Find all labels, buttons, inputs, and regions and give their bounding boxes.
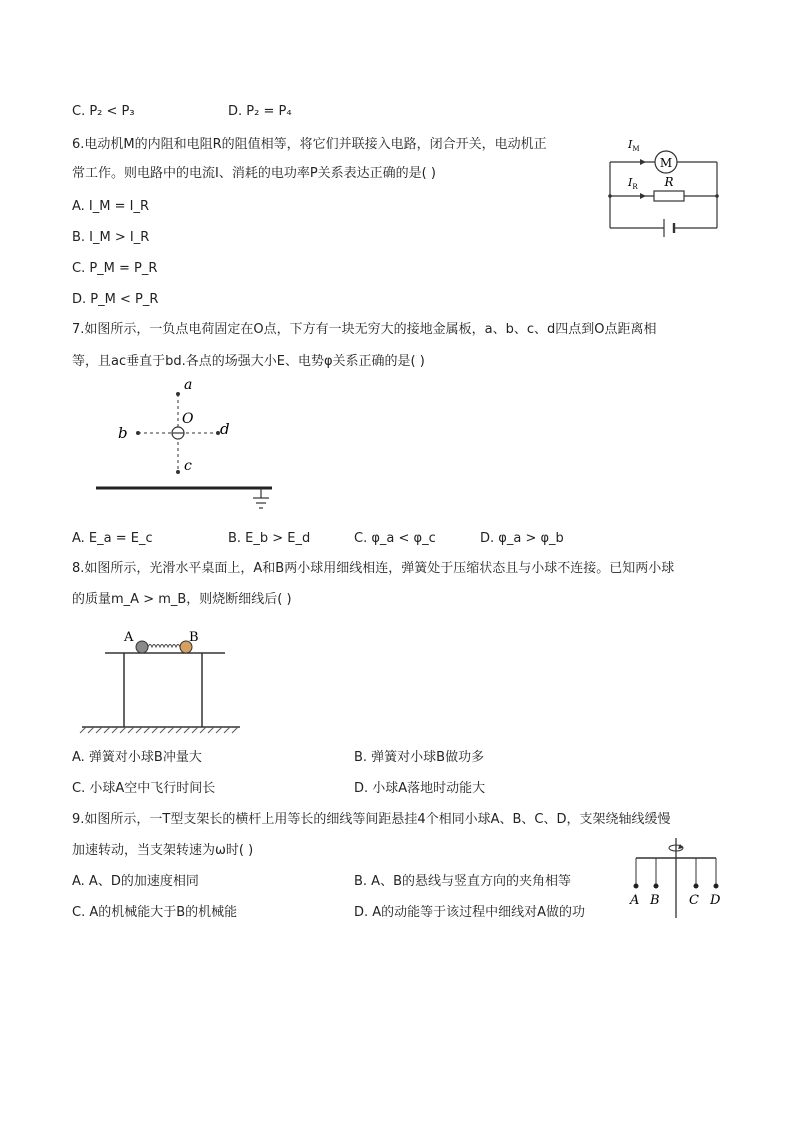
ball-b: [654, 884, 659, 889]
motor-label: M: [659, 156, 673, 170]
label-a: A: [630, 893, 640, 908]
q8-option-a: A. 弹簧对小球B冲量大: [72, 750, 202, 765]
q6-option-b: B. I_M > I_R: [72, 230, 150, 245]
q7-option-c: C. φ_a < φ_c: [354, 531, 436, 546]
current-ir-label: $I_R$: [628, 176, 638, 191]
point-b: [136, 431, 140, 435]
label-d: D: [710, 893, 721, 908]
q8-stem-line1: 8.如图所示，光滑水平桌面上，A和B两小球用细线相连，弹簧处于压缩状态且与小球不连接。已知两小球: [72, 561, 675, 576]
q8-stem-line2: 的质量m_A > m_B，则烧断细线后( ): [72, 592, 292, 607]
label-d: d: [220, 420, 230, 438]
current-im-label: $I_M$: [628, 138, 640, 153]
label-ball-a: A: [124, 630, 134, 645]
q7-stem-line2: 等，且ac垂直于bd.各点的场强大小E、电势φ关系正确的是( ): [72, 354, 425, 369]
q6-option-a: A. I_M = I_R: [72, 199, 150, 214]
point-a: [176, 392, 180, 396]
q6-circuit-diagram: [600, 134, 730, 234]
resistor-symbol: [654, 191, 684, 201]
q8-option-b: B. 弹簧对小球B做功多: [354, 750, 485, 765]
q8-table-diagram: [80, 627, 250, 737]
q9-stem-line1: 9.如图所示，一T型支架长的横杆上用等长的细线等间距悬挂4个相同小球A、B、C、D，支架绕轴线缓慢: [72, 812, 671, 827]
q7-option-a: A. E_a = E_c: [72, 531, 153, 546]
q6-stem-line2: 常工作。则电路中的电流I、消耗的电功率P关系表达正确的是( ): [72, 166, 436, 181]
ball-d: [714, 884, 719, 889]
q8-option-d: D. 小球A落地时动能大: [354, 781, 486, 796]
ball-a: [136, 641, 148, 653]
q9-t-bracket-diagram: [626, 836, 726, 926]
q7-field-diagram: [90, 372, 280, 522]
ball-a: [634, 884, 639, 889]
q6-option-c: C. P_M = P_R: [72, 261, 158, 276]
q5-option-c: C. P₂ < P₃: [72, 104, 135, 119]
point-c: [176, 470, 180, 474]
label-ball-b: B: [189, 630, 199, 645]
label-a: a: [184, 377, 193, 393]
q9-stem-line2: 加速转动，当支架转速为ω时( ): [72, 843, 254, 858]
q7-stem-line1: 7.如图所示，一负点电荷固定在O点，下方有一块无穷大的接地金属板，a、b、c、d四点到O点距离相: [72, 322, 657, 337]
label-o: O: [182, 411, 194, 427]
label-b: B: [650, 893, 660, 908]
label-b: b: [118, 424, 128, 442]
q6-stem-line1: 6.电动机M的内阻和电阻R的阻值相等，将它们并联接入电路，闭合开关，电动机正: [72, 137, 547, 152]
q5-option-d: D. P₂ = P₄: [228, 104, 292, 119]
label-c: C: [689, 893, 699, 908]
q6-option-d: D. P_M < P_R: [72, 292, 159, 307]
resistor-label: R: [664, 175, 674, 189]
q9-option-a: A. A、D的加速度相同: [72, 874, 199, 889]
ball-c: [694, 884, 699, 889]
q9-option-b: B. A、B的悬线与竖直方向的夹角相等: [354, 874, 571, 889]
label-c: c: [184, 458, 192, 474]
q7-option-b: B. E_b > E_d: [228, 531, 311, 546]
q9-option-d: D. A的动能等于该过程中细线对A做的功: [354, 905, 586, 920]
q8-option-c: C. 小球A空中飞行时间长: [72, 781, 216, 796]
ground-symbol: [253, 488, 269, 508]
q9-option-c: C. A的机械能大于B的机械能: [72, 905, 238, 920]
q7-option-d: D. φ_a > φ_b: [480, 531, 564, 546]
